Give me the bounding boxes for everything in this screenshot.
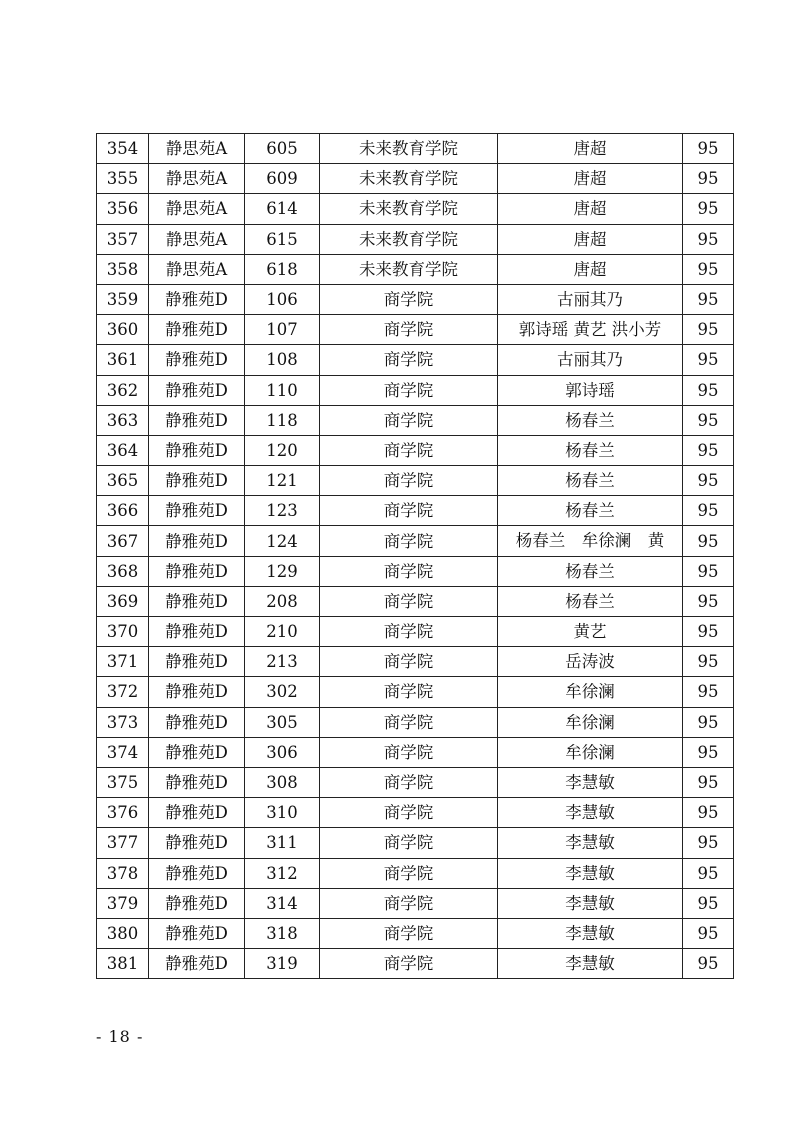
inspector-name-text: 李慧敏 [565, 803, 615, 823]
cell-row-number: 359 [97, 284, 149, 314]
cell-building: 静雅苑D [149, 375, 245, 405]
cell-score: 95 [683, 556, 734, 586]
cell-inspector-name [498, 677, 683, 707]
cell-college: 商学院 [320, 345, 498, 375]
cell-building: 静雅苑D [149, 284, 245, 314]
cell-building: 静思苑A [149, 254, 245, 284]
table-row [97, 707, 734, 737]
cell-score: 95 [683, 677, 734, 707]
cell-score: 95 [683, 767, 734, 797]
table-row [97, 828, 734, 858]
cell-inspector-name [498, 707, 683, 737]
table-row [97, 164, 734, 194]
cell-room-number: 318 [245, 918, 320, 948]
inspector-name-text: 李慧敏 [565, 833, 615, 853]
table-row [97, 767, 734, 797]
cell-building: 静雅苑D [149, 858, 245, 888]
cell-score: 95 [683, 586, 734, 616]
cell-score: 95 [683, 405, 734, 435]
inspector-name-text: 唐超 [573, 229, 607, 249]
inspector-name-text: 李慧敏 [565, 923, 615, 943]
cell-building: 静雅苑D [149, 496, 245, 526]
cell-inspector-name [498, 918, 683, 948]
cell-building: 静雅苑D [149, 435, 245, 465]
cell-row-number: 375 [97, 767, 149, 797]
inspector-name-text: 唐超 [573, 259, 607, 279]
cell-inspector-name [498, 586, 683, 616]
cell-score: 95 [683, 828, 734, 858]
table-row [97, 375, 734, 405]
table-row [97, 617, 734, 647]
cell-room-number: 312 [245, 858, 320, 888]
cell-row-number: 367 [97, 526, 149, 556]
cell-row-number: 379 [97, 888, 149, 918]
inspector-name-text: 岳涛波 [565, 652, 615, 672]
inspector-name-text: 杨春兰 [565, 591, 615, 611]
cell-building: 静雅苑D [149, 798, 245, 828]
table-row [97, 134, 734, 164]
cell-row-number: 370 [97, 617, 149, 647]
cell-college: 未来教育学院 [320, 254, 498, 284]
cell-college: 商学院 [320, 949, 498, 979]
cell-college: 商学院 [320, 798, 498, 828]
table-row [97, 737, 734, 767]
cell-score: 95 [683, 617, 734, 647]
cell-room-number: 614 [245, 194, 320, 224]
cell-room-number: 305 [245, 707, 320, 737]
cell-row-number: 364 [97, 435, 149, 465]
inspector-name-text: 李慧敏 [565, 773, 615, 793]
cell-inspector-name [498, 949, 683, 979]
cell-inspector-name [498, 405, 683, 435]
inspector-name-text: 杨春兰 [565, 501, 615, 521]
cell-inspector-name [498, 828, 683, 858]
cell-row-number: 366 [97, 496, 149, 526]
cell-score: 95 [683, 798, 734, 828]
inspector-name-text: 古丽其乃 [557, 350, 623, 370]
cell-score: 95 [683, 284, 734, 314]
inspector-name-text: 李慧敏 [565, 863, 615, 883]
table-row [97, 194, 734, 224]
cell-score: 95 [683, 737, 734, 767]
cell-inspector-name [498, 345, 683, 375]
cell-row-number: 377 [97, 828, 149, 858]
cell-inspector-name [498, 617, 683, 647]
page-number: - 18 - [96, 1027, 144, 1046]
inspector-name-text: 唐超 [573, 169, 607, 189]
cell-row-number: 374 [97, 737, 149, 767]
cell-building: 静雅苑D [149, 617, 245, 647]
cell-room-number: 108 [245, 345, 320, 375]
cell-building: 静雅苑D [149, 466, 245, 496]
cell-building: 静思苑A [149, 224, 245, 254]
cell-building: 静雅苑D [149, 828, 245, 858]
cell-room-number: 308 [245, 767, 320, 797]
cell-inspector-name [498, 375, 683, 405]
cell-score: 95 [683, 315, 734, 345]
cell-room-number: 110 [245, 375, 320, 405]
inspector-name-text: 唐超 [573, 199, 607, 219]
cell-room-number: 118 [245, 405, 320, 435]
cell-inspector-name [498, 556, 683, 586]
cell-score: 95 [683, 375, 734, 405]
cell-building: 静雅苑D [149, 405, 245, 435]
inspector-name-text: 古丽其乃 [557, 290, 623, 310]
cell-college: 商学院 [320, 617, 498, 647]
inspector-name-text: 杨春兰 [565, 471, 615, 491]
cell-college: 商学院 [320, 315, 498, 345]
inspector-name-text: 杨春兰 牟徐澜 黄 [515, 531, 665, 551]
cell-room-number: 124 [245, 526, 320, 556]
cell-score: 95 [683, 707, 734, 737]
cell-college: 未来教育学院 [320, 164, 498, 194]
inspector-name-text: 郭诗瑶 [565, 380, 615, 400]
cell-college: 商学院 [320, 677, 498, 707]
cell-room-number: 107 [245, 315, 320, 345]
cell-score: 95 [683, 526, 734, 556]
cell-inspector-name [498, 888, 683, 918]
cell-building: 静雅苑D [149, 918, 245, 948]
cell-building: 静雅苑D [149, 707, 245, 737]
cell-room-number: 213 [245, 647, 320, 677]
cell-college: 商学院 [320, 496, 498, 526]
inspector-name-text: 杨春兰 [565, 410, 615, 430]
table-row [97, 435, 734, 465]
inspector-name-text: 牟徐澜 [565, 742, 615, 762]
cell-room-number: 319 [245, 949, 320, 979]
cell-room-number: 106 [245, 284, 320, 314]
cell-score: 95 [683, 888, 734, 918]
table-row [97, 315, 734, 345]
cell-row-number: 365 [97, 466, 149, 496]
cell-score: 95 [683, 918, 734, 948]
cell-row-number: 357 [97, 224, 149, 254]
cell-inspector-name [498, 466, 683, 496]
cell-row-number: 372 [97, 677, 149, 707]
cell-room-number: 618 [245, 254, 320, 284]
cell-building: 静思苑A [149, 194, 245, 224]
records-table-body [97, 134, 734, 979]
cell-college: 商学院 [320, 858, 498, 888]
cell-room-number: 311 [245, 828, 320, 858]
cell-room-number: 129 [245, 556, 320, 586]
inspector-name-text: 牟徐澜 [565, 712, 615, 732]
cell-college: 未来教育学院 [320, 134, 498, 164]
cell-row-number: 361 [97, 345, 149, 375]
cell-college: 商学院 [320, 647, 498, 677]
cell-row-number: 381 [97, 949, 149, 979]
cell-inspector-name [498, 496, 683, 526]
cell-inspector-name [498, 435, 683, 465]
cell-room-number: 120 [245, 435, 320, 465]
table-row [97, 526, 734, 556]
cell-room-number: 605 [245, 134, 320, 164]
cell-building: 静雅苑D [149, 345, 245, 375]
cell-room-number: 314 [245, 888, 320, 918]
cell-inspector-name [498, 767, 683, 797]
cell-college: 商学院 [320, 586, 498, 616]
table-row [97, 888, 734, 918]
cell-building: 静雅苑D [149, 556, 245, 586]
cell-college: 商学院 [320, 284, 498, 314]
cell-row-number: 363 [97, 405, 149, 435]
cell-inspector-name [498, 315, 683, 345]
cell-building: 静雅苑D [149, 526, 245, 556]
cell-inspector-name [498, 134, 683, 164]
cell-inspector-name [498, 254, 683, 284]
cell-building: 静雅苑D [149, 677, 245, 707]
cell-room-number: 208 [245, 586, 320, 616]
cell-room-number: 306 [245, 737, 320, 767]
cell-college: 商学院 [320, 707, 498, 737]
cell-score: 95 [683, 224, 734, 254]
cell-room-number: 210 [245, 617, 320, 647]
cell-row-number: 376 [97, 798, 149, 828]
cell-row-number: 354 [97, 134, 149, 164]
cell-score: 95 [683, 345, 734, 375]
table-row [97, 405, 734, 435]
cell-room-number: 310 [245, 798, 320, 828]
inspector-name-text: 李慧敏 [565, 954, 615, 974]
cell-inspector-name [498, 284, 683, 314]
cell-row-number: 378 [97, 858, 149, 888]
cell-college: 未来教育学院 [320, 194, 498, 224]
cell-college: 商学院 [320, 888, 498, 918]
cell-building: 静雅苑D [149, 949, 245, 979]
cell-room-number: 615 [245, 224, 320, 254]
table-row [97, 858, 734, 888]
table-row [97, 496, 734, 526]
cell-row-number: 373 [97, 707, 149, 737]
table-row [97, 586, 734, 616]
table-row [97, 949, 734, 979]
table-row [97, 345, 734, 375]
cell-building: 静思苑A [149, 164, 245, 194]
cell-building: 静雅苑D [149, 888, 245, 918]
cell-room-number: 121 [245, 466, 320, 496]
cell-row-number: 360 [97, 315, 149, 345]
inspector-name-text: 郭诗瑶 黄艺 洪小芳 [518, 320, 662, 340]
cell-inspector-name [498, 798, 683, 828]
cell-building: 静雅苑D [149, 737, 245, 767]
cell-inspector-name [498, 224, 683, 254]
cell-row-number: 362 [97, 375, 149, 405]
inspector-name-text: 黄艺 [573, 622, 607, 642]
cell-score: 95 [683, 435, 734, 465]
cell-college: 商学院 [320, 918, 498, 948]
cell-score: 95 [683, 164, 734, 194]
cell-room-number: 609 [245, 164, 320, 194]
cell-building: 静思苑A [149, 134, 245, 164]
cell-college: 商学院 [320, 767, 498, 797]
table-row [97, 677, 734, 707]
cell-college: 商学院 [320, 556, 498, 586]
table-row [97, 254, 734, 284]
cell-college: 商学院 [320, 828, 498, 858]
cell-college: 商学院 [320, 466, 498, 496]
inspector-name-text: 牟徐澜 [565, 682, 615, 702]
cell-inspector-name [498, 858, 683, 888]
records-table-container [96, 133, 733, 979]
inspector-name-text: 唐超 [573, 139, 607, 159]
cell-inspector-name [498, 164, 683, 194]
records-table [96, 133, 734, 979]
table-row [97, 918, 734, 948]
table-row [97, 647, 734, 677]
cell-building: 静雅苑D [149, 315, 245, 345]
cell-score: 95 [683, 949, 734, 979]
table-row [97, 224, 734, 254]
cell-inspector-name [498, 647, 683, 677]
cell-college: 商学院 [320, 737, 498, 767]
cell-building: 静雅苑D [149, 767, 245, 797]
cell-inspector-name [498, 526, 683, 556]
table-row [97, 466, 734, 496]
cell-row-number: 371 [97, 647, 149, 677]
cell-row-number: 355 [97, 164, 149, 194]
inspector-name-text: 杨春兰 [565, 440, 615, 460]
cell-score: 95 [683, 647, 734, 677]
table-row [97, 798, 734, 828]
cell-inspector-name [498, 194, 683, 224]
cell-score: 95 [683, 496, 734, 526]
cell-building: 静雅苑D [149, 647, 245, 677]
cell-inspector-name [498, 737, 683, 767]
cell-room-number: 302 [245, 677, 320, 707]
cell-score: 95 [683, 254, 734, 284]
cell-row-number: 368 [97, 556, 149, 586]
cell-row-number: 358 [97, 254, 149, 284]
table-row [97, 556, 734, 586]
cell-college: 商学院 [320, 435, 498, 465]
cell-room-number: 123 [245, 496, 320, 526]
cell-score: 95 [683, 194, 734, 224]
cell-row-number: 356 [97, 194, 149, 224]
cell-college: 商学院 [320, 375, 498, 405]
cell-college: 未来教育学院 [320, 224, 498, 254]
inspector-name-text: 李慧敏 [565, 893, 615, 913]
cell-score: 95 [683, 858, 734, 888]
cell-building: 静雅苑D [149, 586, 245, 616]
cell-score: 95 [683, 466, 734, 496]
cell-college: 商学院 [320, 526, 498, 556]
cell-college: 商学院 [320, 405, 498, 435]
table-row [97, 284, 734, 314]
cell-row-number: 380 [97, 918, 149, 948]
cell-score: 95 [683, 134, 734, 164]
inspector-name-text: 杨春兰 [565, 561, 615, 581]
cell-row-number: 369 [97, 586, 149, 616]
